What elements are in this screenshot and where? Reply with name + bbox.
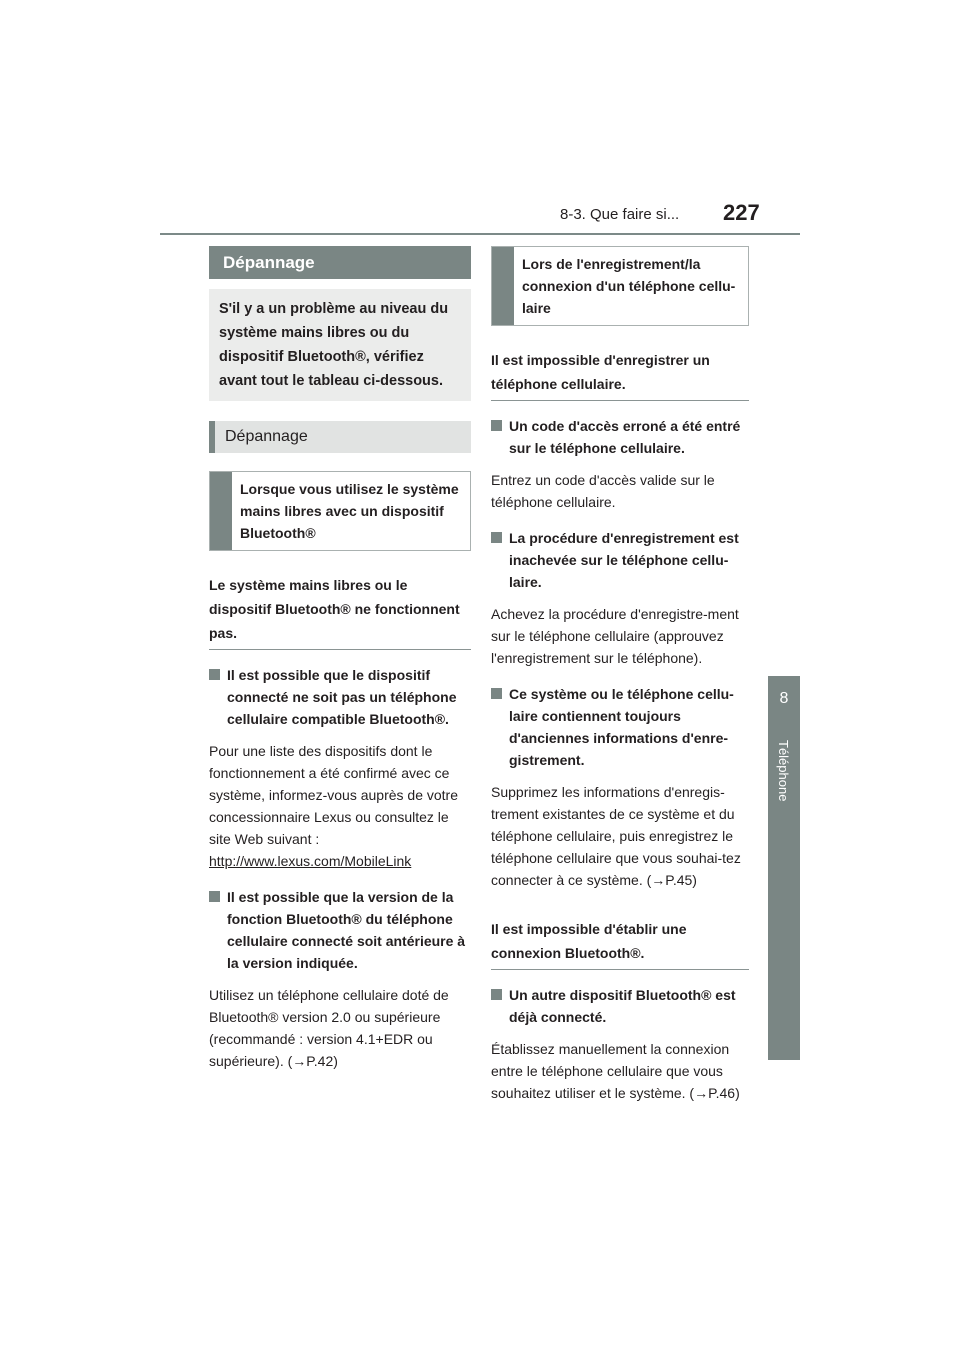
solution-text: Achevez la procédure d'enregistre-ment sur le téléphone cellulaire (approuvez l'enregistrement sur le téléphone). (491, 606, 739, 666)
right-column (491, 246, 749, 1104)
cause-text: Un autre dispositif Bluetooth® est déjà connecté. (509, 987, 736, 1025)
page-number: 227 (723, 200, 760, 225)
chapter-label-wrap (768, 740, 800, 820)
chapter-label: Téléphone (776, 740, 791, 802)
solution-text: Pour une liste des dispositifs dont le fonctionnement a été confirmé avec ce système, informez-vous auprès de votre concessionnaire Lexus ou consultez le site Web suivant : (209, 743, 458, 847)
situation-box (209, 471, 471, 551)
bullet-square-icon (491, 532, 502, 543)
bullet-square-icon (209, 669, 220, 680)
cause-text: Ce système ou le téléphone cellu-laire contiennent toujours d'anciennes informations d'enre-gistrement. (509, 686, 734, 768)
chapter-tab (768, 676, 800, 1060)
solution-text: Entrez un code d'accès valide sur le téléphone cellulaire. (491, 472, 715, 510)
situation-bar (210, 472, 232, 550)
cause-item (491, 527, 749, 593)
situation-text: Lorsque vous utilisez le système mains libres avec un dispositif Bluetooth® (240, 481, 459, 541)
problem-heading: Il est impossible d'établir une connexion Bluetooth®. (491, 917, 749, 970)
cause-item (209, 664, 471, 730)
situation-box (491, 246, 749, 326)
cause-text: Un code d'accès erroné a été entré sur le téléphone cellulaire. (509, 418, 741, 456)
subsection-title: Dépannage (209, 421, 471, 453)
cause-text: La procédure d'enregistrement est inachevée sur le téléphone cellu-laire. (509, 530, 739, 590)
cause-text: Il est possible que le dispositif connecté ne soit pas un téléphone cellulaire compatible Bluetooth®. (227, 667, 457, 727)
cause-item (491, 984, 749, 1028)
header-divider (160, 233, 800, 235)
cause-item (209, 886, 471, 974)
solution-text: Établissez manuellement la connexion entre le téléphone cellulaire que vous souhaitez utiliser et le système. (→P.46) (491, 1041, 740, 1101)
cause-text: Il est possible que la version de la fonction Bluetooth® du téléphone cellulaire connecté soit antérieure à la version indiquée. (227, 889, 466, 971)
cause-item (491, 683, 749, 771)
situation-bar (492, 247, 514, 325)
bullet-square-icon (491, 688, 502, 699)
chapter-number: 8 (779, 690, 789, 707)
bullet-square-icon (491, 420, 502, 431)
intro-text: S'il y a un problème au niveau du système mains libres ou du dispositif Bluetooth®, vérifiez avant tout le tableau ci-dessous. (209, 289, 471, 401)
situation-text: Lors de l'enregistrement/la connexion d'un téléphone cellu-laire (522, 256, 736, 316)
left-column (209, 246, 471, 1072)
cause-item (491, 415, 749, 459)
mobilelink-url[interactable]: http://www.lexus.com/MobileLink (209, 853, 412, 869)
solution-text: Utilisez un téléphone cellulaire doté de Bluetooth® version 2.0 ou supérieure (recommandé : version 4.1+EDR ou supérieure). (→P.42) (209, 987, 449, 1069)
section-header: 8-3. Que faire si... (560, 206, 680, 223)
section-title: Dépannage (209, 246, 471, 279)
problem-heading: Il est impossible d'enregistrer un téléphone cellulaire. (491, 348, 749, 401)
problem-heading: Le système mains libres ou le dispositif Bluetooth® ne fonctionnent pas. (209, 573, 471, 650)
solution-text: Supprimez les informations d'enregis-trement existantes de ce système et du téléphone cellulaire, puis enregistrez le téléphone cellulaire que vous souhai-tez connecter à ce système. (→P.45) (491, 784, 741, 888)
bullet-square-icon (491, 989, 502, 1000)
bullet-square-icon (209, 891, 220, 902)
